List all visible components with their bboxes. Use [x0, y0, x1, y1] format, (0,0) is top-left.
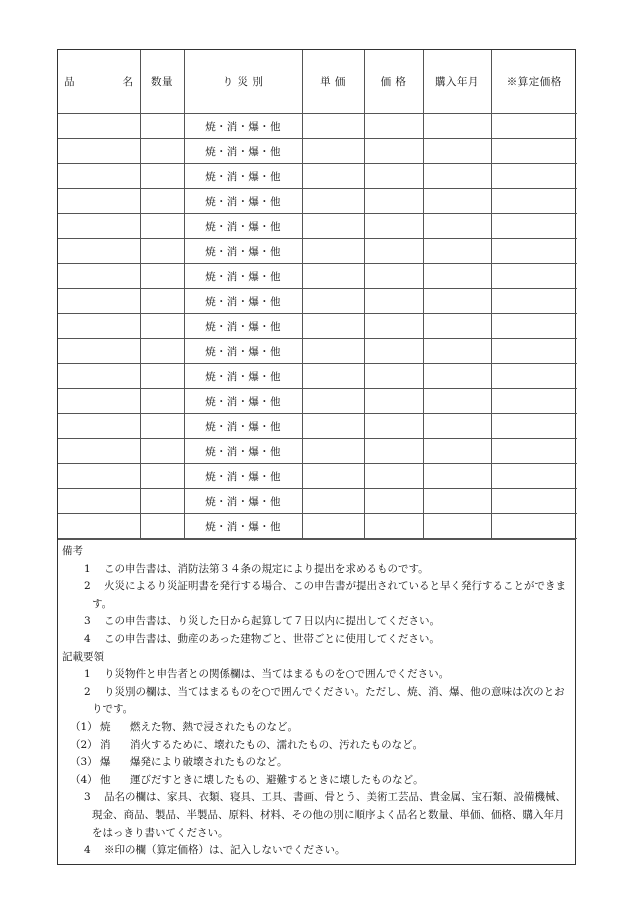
damage-type-cell[interactable]: 焼・消・爆・他 [184, 339, 302, 364]
assessed-price-cell[interactable] [491, 214, 577, 239]
definition-num: （1） [70, 720, 98, 733]
table-row [58, 264, 577, 289]
purchase-date-cell[interactable] [423, 364, 491, 389]
header-purchase-date: 購入年月 [423, 50, 491, 114]
purchase-date-cell[interactable] [423, 464, 491, 489]
table-row [58, 439, 577, 464]
quantity-cell[interactable] [140, 364, 184, 389]
damage-type-cell[interactable]: 焼・消・爆・他 [184, 314, 302, 339]
header-item-name [58, 50, 140, 114]
instruction-num: 4 [84, 844, 91, 857]
definition-key: 焼 [100, 720, 111, 733]
definition-text: 運びだすときに壊したもの、避難するときに壊したものなど。 [130, 773, 424, 786]
item-name-cell[interactable] [58, 414, 140, 439]
unit-price-cell[interactable] [302, 464, 364, 489]
damage-type-cell[interactable]: 焼・消・爆・他 [184, 289, 302, 314]
assessed-price-cell[interactable] [491, 164, 577, 189]
purchase-date-cell[interactable] [423, 439, 491, 464]
damage-type-cell[interactable]: 焼・消・爆・他 [184, 114, 302, 139]
price-cell[interactable] [364, 114, 423, 139]
damage-items-table [58, 50, 577, 539]
unit-price-cell[interactable] [302, 189, 364, 214]
remark-item [62, 613, 571, 631]
assessed-price-cell[interactable] [491, 339, 577, 364]
purchase-date-cell[interactable] [423, 289, 491, 314]
purchase-date-cell[interactable] [423, 314, 491, 339]
property-damage-form [57, 49, 576, 865]
damage-type-cell[interactable]: 焼・消・爆・他 [184, 239, 302, 264]
unit-price-cell[interactable] [302, 414, 364, 439]
damage-definitions [62, 719, 571, 789]
remark-num: 2 [84, 580, 91, 593]
remarks-list [62, 561, 571, 649]
damage-type-cell[interactable]: 焼・消・爆・他 [184, 489, 302, 514]
unit-price-cell[interactable] [302, 389, 364, 414]
assessed-price-cell[interactable] [491, 389, 577, 414]
item-name-cell[interactable] [58, 514, 140, 539]
header-quantity: 数量 [140, 50, 184, 114]
item-name-cell[interactable] [58, 239, 140, 264]
unit-price-cell[interactable] [302, 339, 364, 364]
table-row [58, 314, 577, 339]
quantity-cell[interactable] [140, 239, 184, 264]
item-name-cell[interactable] [58, 264, 140, 289]
purchase-date-cell[interactable] [423, 489, 491, 514]
price-cell[interactable] [364, 189, 423, 214]
header-price: 価 格 [364, 50, 423, 114]
price-cell[interactable] [364, 414, 423, 439]
price-cell[interactable] [364, 339, 423, 364]
remark-item [62, 578, 571, 613]
quantity-cell[interactable] [140, 439, 184, 464]
assessed-price-cell[interactable] [491, 264, 577, 289]
price-cell[interactable] [364, 239, 423, 264]
item-name-cell[interactable] [58, 364, 140, 389]
definition-key: 爆 [100, 756, 111, 769]
assessed-price-cell[interactable] [491, 139, 577, 164]
instruction-item-4 [62, 842, 571, 860]
definition-text: 燃えた物、熱で浸されたものなど。 [130, 720, 298, 733]
item-name-cell[interactable] [58, 214, 140, 239]
instruction-item-1 [62, 666, 571, 684]
quantity-cell[interactable] [140, 214, 184, 239]
damage-type-cell[interactable]: 焼・消・爆・他 [184, 214, 302, 239]
table-row [58, 289, 577, 314]
item-name-cell[interactable] [58, 189, 140, 214]
item-name-cell[interactable] [58, 464, 140, 489]
definition-item [62, 737, 571, 755]
remark-item [62, 561, 571, 579]
instruction-num: 1 [84, 668, 91, 681]
table-row [58, 139, 577, 164]
purchase-date-cell[interactable] [423, 189, 491, 214]
item-name-cell[interactable] [58, 314, 140, 339]
purchase-date-cell[interactable] [423, 214, 491, 239]
quantity-cell[interactable] [140, 139, 184, 164]
table-header-row [58, 50, 577, 114]
price-cell[interactable] [364, 164, 423, 189]
price-cell[interactable] [364, 364, 423, 389]
assessed-price-cell[interactable] [491, 489, 577, 514]
header-assessed-price: ※算定価格 [491, 50, 577, 114]
instructions-title: 記載要領 [62, 650, 104, 663]
damage-type-cell[interactable]: 焼・消・爆・他 [184, 139, 302, 164]
table-row [58, 514, 577, 539]
table-row [58, 239, 577, 264]
purchase-date-cell[interactable] [423, 239, 491, 264]
item-name-cell[interactable] [58, 489, 140, 514]
definition-key: 他 [100, 773, 111, 786]
assessed-price-cell[interactable] [491, 289, 577, 314]
table-row [58, 189, 577, 214]
assessed-price-cell[interactable] [491, 514, 577, 539]
damage-type-cell[interactable]: 焼・消・爆・他 [184, 189, 302, 214]
quantity-cell[interactable] [140, 114, 184, 139]
damage-type-cell[interactable]: 焼・消・爆・他 [184, 439, 302, 464]
purchase-date-cell[interactable] [423, 514, 491, 539]
quantity-cell[interactable] [140, 264, 184, 289]
remark-text: 火災によるり災証明書を発行する場合、この申告書が提出されていると早く発行することができます。 [92, 580, 566, 610]
table-row [58, 489, 577, 514]
price-cell[interactable] [364, 489, 423, 514]
purchase-date-cell[interactable] [423, 114, 491, 139]
instruction-text: り災物件と申告者との関係欄は、当てはまるものを○で囲んでください。 [104, 668, 450, 681]
quantity-cell[interactable] [140, 389, 184, 414]
damage-type-cell[interactable]: 焼・消・爆・他 [184, 514, 302, 539]
table-row [58, 414, 577, 439]
item-name-cell[interactable] [58, 139, 140, 164]
header-item-name-part2: 名 [122, 76, 134, 88]
instruction-num: 3 [84, 791, 91, 804]
unit-price-cell[interactable] [302, 439, 364, 464]
quantity-cell[interactable] [140, 489, 184, 514]
quantity-cell[interactable] [140, 339, 184, 364]
table-row [58, 114, 577, 139]
table-row [58, 214, 577, 239]
notes-section [58, 539, 575, 864]
instruction-num: 2 [84, 685, 91, 698]
unit-price-cell[interactable] [302, 139, 364, 164]
assessed-price-cell[interactable] [491, 414, 577, 439]
table-row [58, 339, 577, 364]
assessed-price-cell[interactable] [491, 239, 577, 264]
remark-num: 3 [84, 615, 91, 628]
definition-num: （3） [70, 756, 98, 769]
unit-price-cell[interactable] [302, 164, 364, 189]
purchase-date-cell[interactable] [423, 339, 491, 364]
unit-price-cell[interactable] [302, 489, 364, 514]
assessed-price-cell[interactable] [491, 364, 577, 389]
unit-price-cell[interactable] [302, 364, 364, 389]
instruction-text: り災別の欄は、当てはまるものを○で囲んでください。ただし、焼、消、爆、他の意味は次のとおりです。 [92, 685, 565, 716]
instruction-text: 品名の欄は、家具、衣類、寝具、工具、書画、骨とう、美術工芸品、貴金属、宝石類、設備機械、現金、商品、製品、半製品、原料、材料、その他の別に順序よく品名と数量、単価、価格、購入年月をはっきり書いてください。 [92, 791, 566, 839]
unit-price-cell[interactable] [302, 239, 364, 264]
unit-price-cell[interactable] [302, 264, 364, 289]
price-cell[interactable] [364, 139, 423, 164]
item-name-cell[interactable] [58, 439, 140, 464]
remarks-title: 備考 [62, 545, 83, 557]
quantity-cell[interactable] [140, 189, 184, 214]
table-row [58, 164, 577, 189]
damage-type-cell[interactable]: 焼・消・爆・他 [184, 264, 302, 289]
unit-price-cell[interactable] [302, 314, 364, 339]
table-body [58, 114, 577, 539]
remark-num: 1 [84, 562, 91, 575]
quantity-cell[interactable] [140, 164, 184, 189]
purchase-date-cell[interactable] [423, 164, 491, 189]
item-name-cell[interactable] [58, 114, 140, 139]
assessed-price-cell[interactable] [491, 314, 577, 339]
remark-item [62, 631, 571, 649]
table-row [58, 389, 577, 414]
item-name-cell[interactable] [58, 289, 140, 314]
price-cell[interactable] [364, 439, 423, 464]
item-name-cell[interactable] [58, 389, 140, 414]
assessed-price-cell[interactable] [491, 464, 577, 489]
quantity-cell[interactable] [140, 514, 184, 539]
unit-price-cell[interactable] [302, 214, 364, 239]
price-cell[interactable] [364, 464, 423, 489]
purchase-date-cell[interactable] [423, 414, 491, 439]
assessed-price-cell[interactable] [491, 189, 577, 214]
definition-item [62, 754, 571, 772]
price-cell[interactable] [364, 514, 423, 539]
price-cell[interactable] [364, 214, 423, 239]
item-name-cell[interactable] [58, 339, 140, 364]
table-row [58, 364, 577, 389]
price-cell[interactable] [364, 314, 423, 339]
purchase-date-cell[interactable] [423, 139, 491, 164]
price-cell[interactable] [364, 389, 423, 414]
damage-type-cell[interactable]: 焼・消・爆・他 [184, 414, 302, 439]
assessed-price-cell[interactable] [491, 439, 577, 464]
quantity-cell[interactable] [140, 289, 184, 314]
price-cell[interactable] [364, 264, 423, 289]
remark-text: この申告書は、動産のあった建物ごと、世帯ごとに使用してください。 [104, 632, 440, 645]
remark-text: この申告書は、り災した日から起算して７日以内に提出してください。 [104, 615, 440, 628]
definition-item [62, 719, 571, 737]
price-cell[interactable] [364, 289, 423, 314]
remark-num: 4 [84, 632, 91, 645]
definition-text: 消火するために、壊れたもの、濡れたもの、汚れたものなど。 [130, 738, 424, 751]
remark-text: この申告書は、消防法第３４条の規定により提出を求めるものです。 [104, 562, 429, 575]
definition-num: （4） [70, 773, 98, 786]
purchase-date-cell[interactable] [423, 389, 491, 414]
header-unit-price: 単 価 [302, 50, 364, 114]
definition-num: （2） [70, 738, 98, 751]
table-row [58, 464, 577, 489]
purchase-date-cell[interactable] [423, 264, 491, 289]
unit-price-cell[interactable] [302, 114, 364, 139]
definition-item [62, 772, 571, 790]
damage-type-cell[interactable]: 焼・消・爆・他 [184, 464, 302, 489]
header-damage-type: り 災 別 [184, 50, 302, 114]
unit-price-cell[interactable] [302, 289, 364, 314]
damage-type-cell[interactable]: 焼・消・爆・他 [184, 164, 302, 189]
quantity-cell[interactable] [140, 414, 184, 439]
quantity-cell[interactable] [140, 314, 184, 339]
definition-text: 爆発により破壊されたものなど。 [130, 756, 288, 769]
damage-type-cell[interactable]: 焼・消・爆・他 [184, 364, 302, 389]
damage-type-cell[interactable]: 焼・消・爆・他 [184, 389, 302, 414]
header-item-name-part1: 品 [64, 76, 75, 88]
item-name-cell[interactable] [58, 164, 140, 189]
quantity-cell[interactable] [140, 464, 184, 489]
unit-price-cell[interactable] [302, 514, 364, 539]
instruction-item-2 [62, 684, 571, 719]
instruction-text: ※印の欄（算定価格）は、記入しないでください。 [104, 844, 346, 857]
definition-key: 消 [100, 738, 111, 751]
instruction-item-3 [62, 789, 571, 842]
assessed-price-cell[interactable] [491, 114, 577, 139]
